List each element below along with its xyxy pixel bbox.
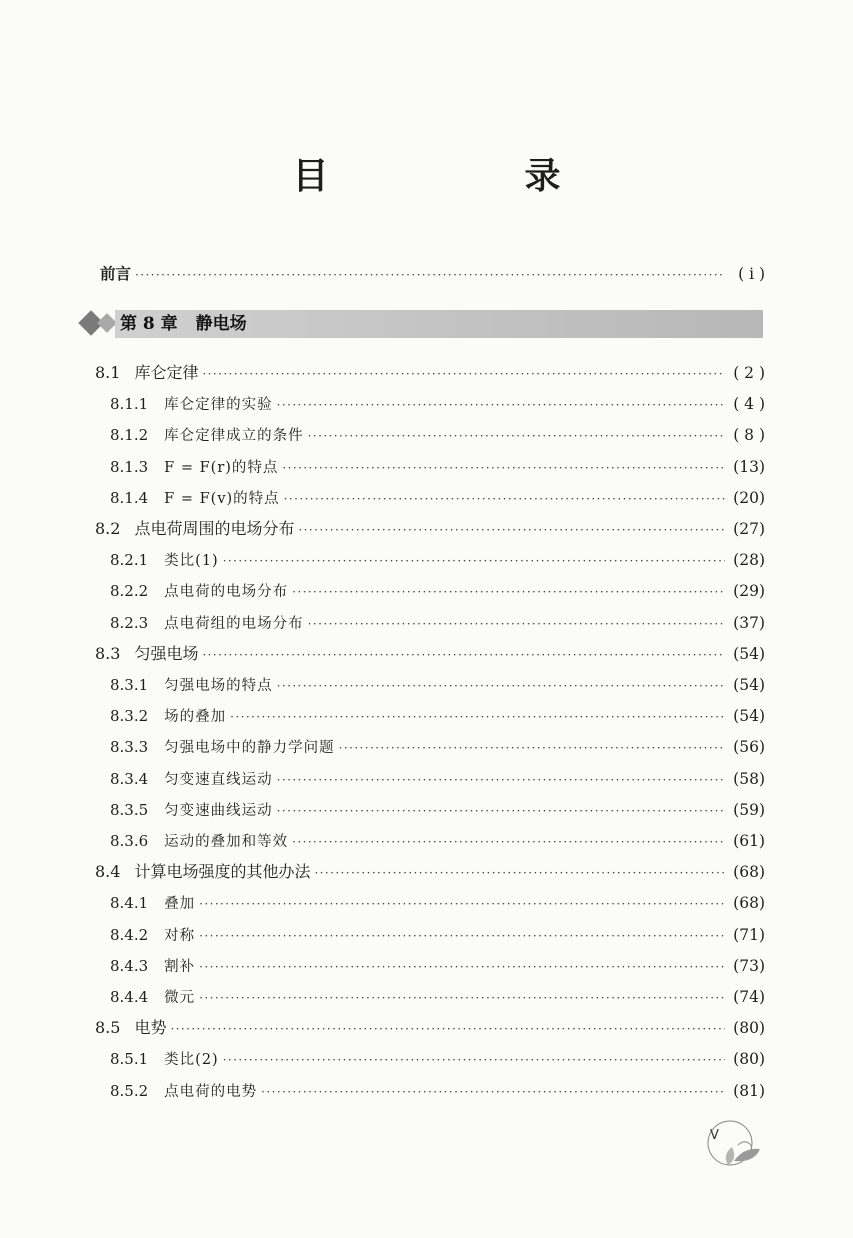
leader-dots xyxy=(308,425,725,447)
toc-entry[interactable] xyxy=(110,424,765,446)
leader-dots xyxy=(199,893,725,915)
leader-dots xyxy=(223,550,725,572)
toc-entry[interactable] xyxy=(110,955,765,977)
toc-entry-title: 匀强电场中的静力学问题 xyxy=(164,740,335,757)
toc-entry-title: 割补 xyxy=(164,958,196,975)
toc-entry[interactable] xyxy=(95,1017,765,1039)
leader-dots xyxy=(339,737,725,759)
toc-entry-page: (80) xyxy=(733,1050,765,1069)
page-number-badge xyxy=(700,1115,770,1185)
toc-entry[interactable] xyxy=(110,487,765,509)
toc-entry[interactable] xyxy=(110,830,765,852)
chapter-heading[interactable] xyxy=(120,312,247,336)
leader-dots xyxy=(170,1018,725,1040)
toc-entry-page: (29) xyxy=(733,582,765,601)
toc-entry-title: 库仑定律成立的条件 xyxy=(164,428,304,445)
leader-dots xyxy=(202,644,725,666)
toc-entry-number: 8.3.4 xyxy=(110,769,149,788)
toc-entry[interactable] xyxy=(110,612,765,634)
leader-dots xyxy=(298,519,725,541)
toc-entry-number: 8.5.1 xyxy=(110,1050,149,1069)
leader-dots xyxy=(230,706,725,728)
toc-entry-page: (27) xyxy=(733,520,765,538)
toc-entry-title: 场的叠加 xyxy=(164,709,227,726)
toc-entry-number: 8.2.2 xyxy=(110,582,149,601)
toc-entry-number: 8.2 xyxy=(95,519,121,538)
toc-entry-number: 8.1.4 xyxy=(110,488,149,507)
diamond-icon-secondary xyxy=(97,313,117,333)
chapter-title: 静电场 xyxy=(195,314,247,334)
leader-dots xyxy=(199,956,725,978)
toc-entry-title: F = F(v)的特点 xyxy=(164,490,280,507)
toc-entry-page: (37) xyxy=(733,613,765,632)
toc-entry[interactable] xyxy=(110,768,765,790)
leader-dots xyxy=(292,831,725,853)
toc-entry-number: 8.3.5 xyxy=(110,800,149,819)
leader-dots xyxy=(292,581,725,603)
leader-dots xyxy=(314,862,725,884)
toc-entry-title: 电势 xyxy=(134,1018,167,1038)
toc-entry-page: (28) xyxy=(733,551,765,570)
leader-dots xyxy=(308,613,725,635)
toc-entry-page: (81) xyxy=(733,1081,765,1100)
toc-entry-page: ( 2 ) xyxy=(733,364,765,382)
toc-entry-number: 8.4.1 xyxy=(110,894,149,913)
leader-dots xyxy=(261,1081,725,1103)
toc-entry[interactable] xyxy=(110,674,765,696)
toc-entry[interactable] xyxy=(95,362,765,384)
toc-entry-page: (56) xyxy=(733,738,765,757)
toc-entry-page: ( ⅰ ) xyxy=(738,265,765,283)
page-number: V xyxy=(710,1128,719,1143)
toc-entry[interactable] xyxy=(110,892,765,914)
toc-entry-number: 8.2.1 xyxy=(110,551,149,570)
toc-entry-title: 匀强电场 xyxy=(134,643,199,663)
leader-dots xyxy=(284,488,725,510)
toc-entry-title: 前言 xyxy=(100,265,132,283)
toc-entry-page: (54) xyxy=(733,644,765,663)
leader-dots xyxy=(223,1049,725,1071)
leader-dots xyxy=(282,457,725,479)
toc-entry-number: 8.1.2 xyxy=(110,426,149,445)
toc-entry-title: 微元 xyxy=(164,990,196,1006)
toc-entry[interactable] xyxy=(95,861,765,883)
leader-dots xyxy=(277,675,725,697)
toc-entry-number: 8.5.2 xyxy=(110,1081,149,1100)
toc-entry-title: 点电荷的电势 xyxy=(164,1083,258,1100)
toc-entry-title: F = F(r)的特点 xyxy=(164,459,279,476)
leader-dots xyxy=(199,925,725,947)
toc-entry-number: 8.4 xyxy=(95,862,121,882)
toc-entry[interactable] xyxy=(95,643,765,665)
leader-dots xyxy=(277,394,725,416)
toc-entry-page: (68) xyxy=(733,894,765,913)
toc-entry-page: (68) xyxy=(733,863,765,882)
toc-entry[interactable] xyxy=(110,1080,765,1102)
toc-entry-page: (74) xyxy=(733,988,765,1006)
leader-dots xyxy=(202,363,725,385)
toc-entry-page: (59) xyxy=(733,800,765,819)
toc-entry[interactable] xyxy=(110,393,765,415)
leader-dots xyxy=(135,264,725,286)
toc-entry[interactable] xyxy=(110,549,765,571)
toc-entry[interactable] xyxy=(110,1048,765,1070)
toc-entry[interactable] xyxy=(110,986,765,1008)
toc-entry-page: (80) xyxy=(733,1019,765,1038)
chapter-number: 第 8 章 xyxy=(120,314,178,334)
toc-entry-title: 匀强电场的特点 xyxy=(164,678,273,694)
toc-entry-number: 8.1.3 xyxy=(110,457,149,476)
toc-entry-title: 运动的叠加和等效 xyxy=(164,834,289,850)
toc-entry-title: 库仑定律的实验 xyxy=(164,397,273,414)
toc-entry-number: 8.3.1 xyxy=(110,676,149,694)
toc-entry-number: 8.4.3 xyxy=(110,956,149,975)
toc-entry-page: (61) xyxy=(733,832,765,850)
toc-entry-number: 8.1.1 xyxy=(110,395,149,414)
toc-entry-number: 8.1 xyxy=(95,363,121,382)
toc-entry-number: 8.2.3 xyxy=(110,613,149,632)
toc-entry-title: 匀变速直线运动 xyxy=(164,771,273,788)
toc-entry-title: 类比(2) xyxy=(164,1052,219,1069)
toc-entry-title: 库仑定律 xyxy=(134,363,199,382)
toc-entry-page: (71) xyxy=(733,925,765,944)
toc-entry-title: 对称 xyxy=(164,927,196,944)
toc-entry[interactable] xyxy=(110,799,765,821)
toc-entry[interactable] xyxy=(110,456,765,478)
toc-entry-number: 8.3.3 xyxy=(110,738,149,757)
toc-entry-page: (58) xyxy=(733,769,765,788)
toc-entry-page: (73) xyxy=(733,956,765,975)
toc-entry-page: (13) xyxy=(733,457,765,476)
toc-entry[interactable] xyxy=(95,518,765,540)
toc-entry[interactable] xyxy=(110,580,765,602)
toc-entry-number: 8.4.2 xyxy=(110,925,149,944)
toc-entry-title: 计算电场强度的其他办法 xyxy=(134,862,311,882)
toc-entry[interactable] xyxy=(110,736,765,758)
leader-dots xyxy=(277,800,725,822)
toc-entry-title: 叠加 xyxy=(164,896,196,913)
toc-entry[interactable] xyxy=(110,924,765,946)
toc-entry-number: 8.4.4 xyxy=(110,988,149,1006)
toc-entry-page: ( 4 ) xyxy=(733,395,765,414)
toc-entry-title: 点电荷的电场分布 xyxy=(164,584,289,601)
toc-entry-number: 8.5 xyxy=(95,1018,121,1038)
toc-entry-preface[interactable] xyxy=(100,263,765,285)
toc-entry-number: 8.3.6 xyxy=(110,832,149,850)
toc-entry-number: 8.3 xyxy=(95,643,121,663)
toc-entry-page: (54) xyxy=(733,707,765,726)
toc-entry-title: 匀变速曲线运动 xyxy=(164,802,273,819)
toc-entry-page: (54) xyxy=(733,676,765,694)
toc-entry[interactable] xyxy=(110,705,765,727)
toc-entry-number: 8.3.2 xyxy=(110,707,149,726)
leader-dots xyxy=(199,987,725,1009)
toc-entry-page: (20) xyxy=(733,488,765,507)
toc-entry-title: 点电荷组的电场分布 xyxy=(164,615,304,632)
toc-entry-title: 类比(1) xyxy=(164,553,219,570)
page-title: 目 录 xyxy=(292,156,641,197)
leader-dots xyxy=(277,769,725,791)
toc-entry-page: ( 8 ) xyxy=(733,426,765,445)
toc-entry-title: 点电荷周围的电场分布 xyxy=(134,519,295,538)
